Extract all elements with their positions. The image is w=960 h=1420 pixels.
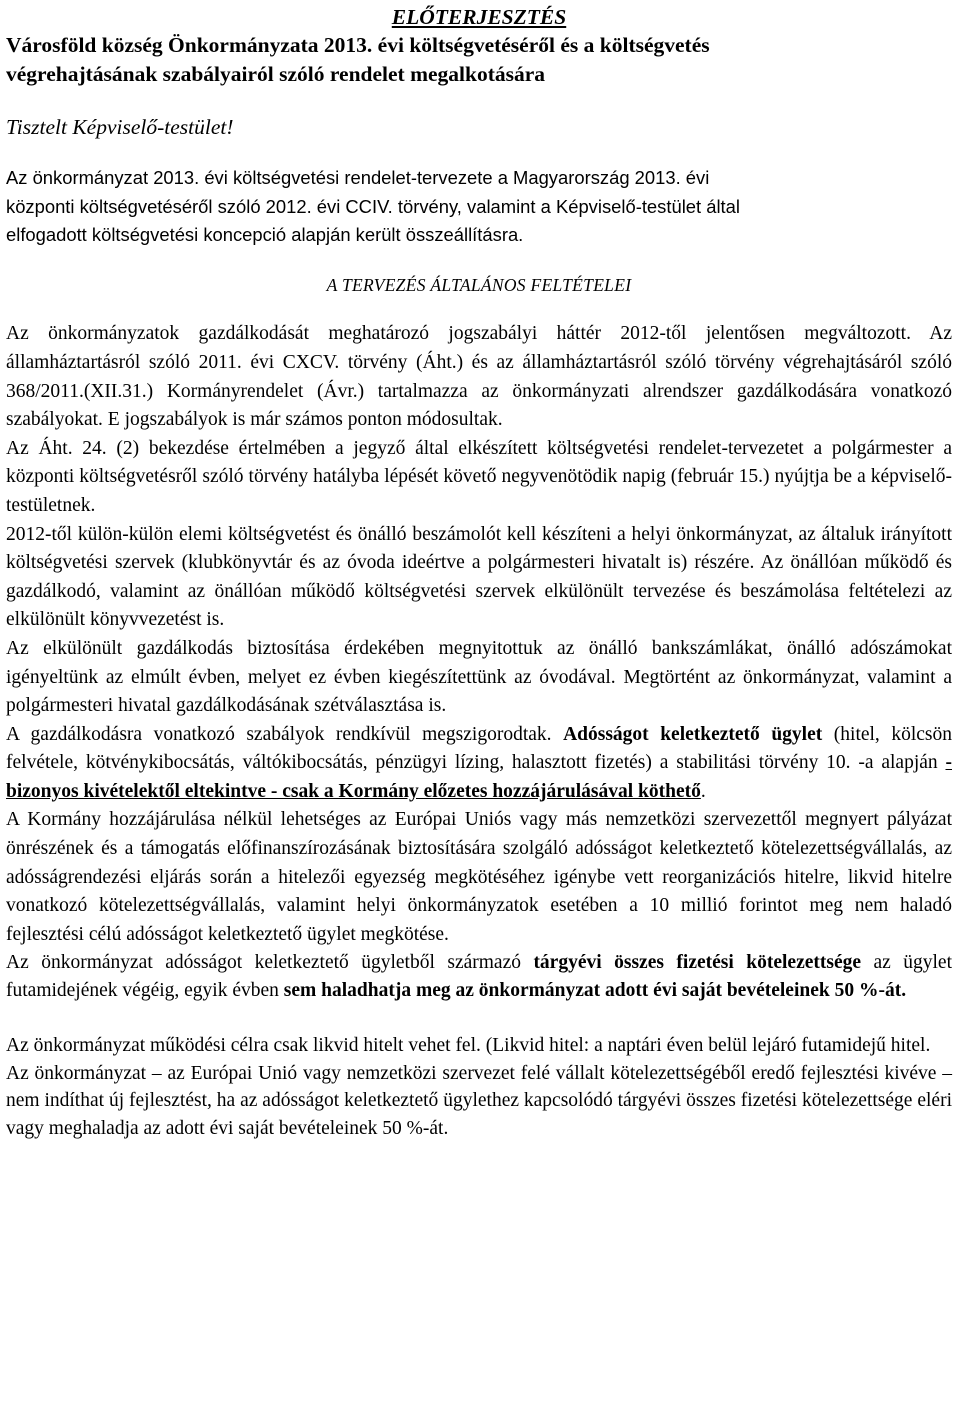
document-subtitle-line-1: Városföld község Önkormányzata 2013. évi költségvetéséről és a költségvetés — [6, 33, 710, 57]
paragraph-legal-background: Az önkormányzatok gazdálkodását meghatározó jogszabályi háttér 2012-től jelentősen megváltozott. Az államháztartásról szóló 2011. évi CXCV. törvény (Áht.) és az államháztartásról szóló törvény végrehajtásáról szóló 368/2011.(XII.31.) Kormányrendelet (Ávr.) tartalmazza az önkormányzati alrendszer gazdálkodására vonatkozó szabályokat. E jogszabályok is már számos ponton módosultak. — [6, 323, 952, 431]
payment-limit-emphasis-1: tárgyévi összes fizetési kötelezettsége — [533, 952, 862, 974]
paragraph-liquid-credit: Az önkormányzat működési célra csak likvid hitelt vehet fel. (Likvid hitel: a naptári éven belül lejáró futamidejű hitel. — [6, 1035, 931, 1057]
paragraph-bank-accounts: Az elkülönült gazdálkodás biztosítása érdekében megnyitottuk az önálló bankszámlákat, önálló adószámokat igényeltünk az elmúlt évben, melyet ez évben kiegészítettünk az óvodával. Megtörtént az önkormányzat, valamint a polgármesteri hivatal gazdálkodásának szétválasztása is. — [6, 637, 952, 717]
section-heading: A TERVEZÉS ÁLTALÁNOS FELTÉTELEI — [326, 274, 632, 295]
salutation: Tisztelt Képviselő-testület! — [6, 115, 234, 139]
intro-line-2: központi költségvetéséről szóló 2012. évi CCIV. törvény, valamint a Képviselő-testület által — [6, 195, 740, 217]
payment-limit-text-c: az ügylet futamidejének végéig, egyik évben — [6, 952, 952, 1001]
debt-rules-emphasis: Adósságot keletkeztető ügylet — [563, 723, 823, 745]
intro-paragraph — [6, 164, 952, 250]
payment-limit-text-a: Az önkormányzat adósságot keletkeztető ügyletből származó — [6, 952, 534, 974]
debt-rules-government-consent: - bizonyos kivételektől eltekintve - csak a Kormány előzetes hozzájárulásával köthető — [6, 752, 952, 802]
debt-rules-text-a: A gazdálkodásra vonatkozó szabályok rendkívül megszigorodtak. — [6, 723, 564, 745]
paragraph-budget-submission: Az Áht. 24. (2) bekezdése értelmében a jegyző által elkészített költségvetési rendelet-tervezetet a polgármester a központi költségvetésről szóló törvény hatályba lépését követő negyvenötödik napig (február 15.) nyújtja be a képviselő-testületnek. — [6, 437, 952, 516]
paragraph-payment-limit — [6, 949, 952, 1004]
paragraph-exceptions: A Kormány hozzájárulása nélkül lehetséges az Európai Uniós vagy más nemzetközi szervezettől megnyert pályázat önrészének és a támogatás előfinanszírozásának biztosítására szolgáló adósságot keletkeztető kötelezettségvállalás, az adósságrendezési eljárás során a hitelezői egyezség megkötéséhez igénybe vett reorganizációs hitelre, likvid hitelre vonatkozó kötelezettségvállalás, valamint helyi önkormányzatok esetében a 10 millió forintot meg nem haladó fejlesztési célú adósságot keletkeztető ügylet megkötése. — [6, 809, 952, 945]
paragraph-debt-rules — [6, 721, 952, 807]
document-subtitle-line-2: végrehajtásának szabályairól szóló rendelet megalkotására — [6, 62, 546, 86]
debt-rules-text-e: . — [700, 780, 706, 802]
paragraph-separate-budgets: 2012-től külön-külön elemi költségvetést és önálló beszámolót kell készíteni a helyi önkormányzat, az általuk irányított költségvetési szervek (klubkönyvtár és az óvoda ideértve a polgármesteri hivatalt is) részére. Az önállóan működő és gazdálkodó, valamint az önállóan működő költségvetési szervek elkülönült tervezése és beszámolása feltételezi az elkülönült könyvvezetést is. — [6, 523, 952, 631]
document-title: ELŐTERJESZTÉS — [391, 5, 567, 29]
intro-line-3: elfogadott költségvetési koncepció alapján került összeállításra. — [6, 224, 524, 246]
paragraph-development-restriction: Az önkormányzat – az Európai Unió vagy nemzetközi szervezet felé vállalt kötelezettségéből eredő fejlesztési kivéve – nem indíthat új fejlesztést, ha az adósságot keletkeztető ügylethez kapcsolódó tárgyévi összes fizetési kötelezettsége eléri vagy meghaladja az adott évi saját bevételeinek 50 %-át. — [6, 1062, 952, 1139]
debt-rules-text-c: (hitel, kölcsön felvétele, kötvénykibocsátás, váltókibocsátás, pénzügyi lízing, halasztott fizetés) a stabilitási törvény 10. -a alapján — [6, 723, 952, 774]
payment-limit-emphasis-2: sem haladhatja meg az önkormányzat adott évi saját bevételeinek 50 %-át. — [283, 979, 907, 1001]
intro-line-1: Az önkormányzat 2013. évi költségvetési rendelet-tervezete a Magyarország 2013. évi — [6, 167, 710, 188]
